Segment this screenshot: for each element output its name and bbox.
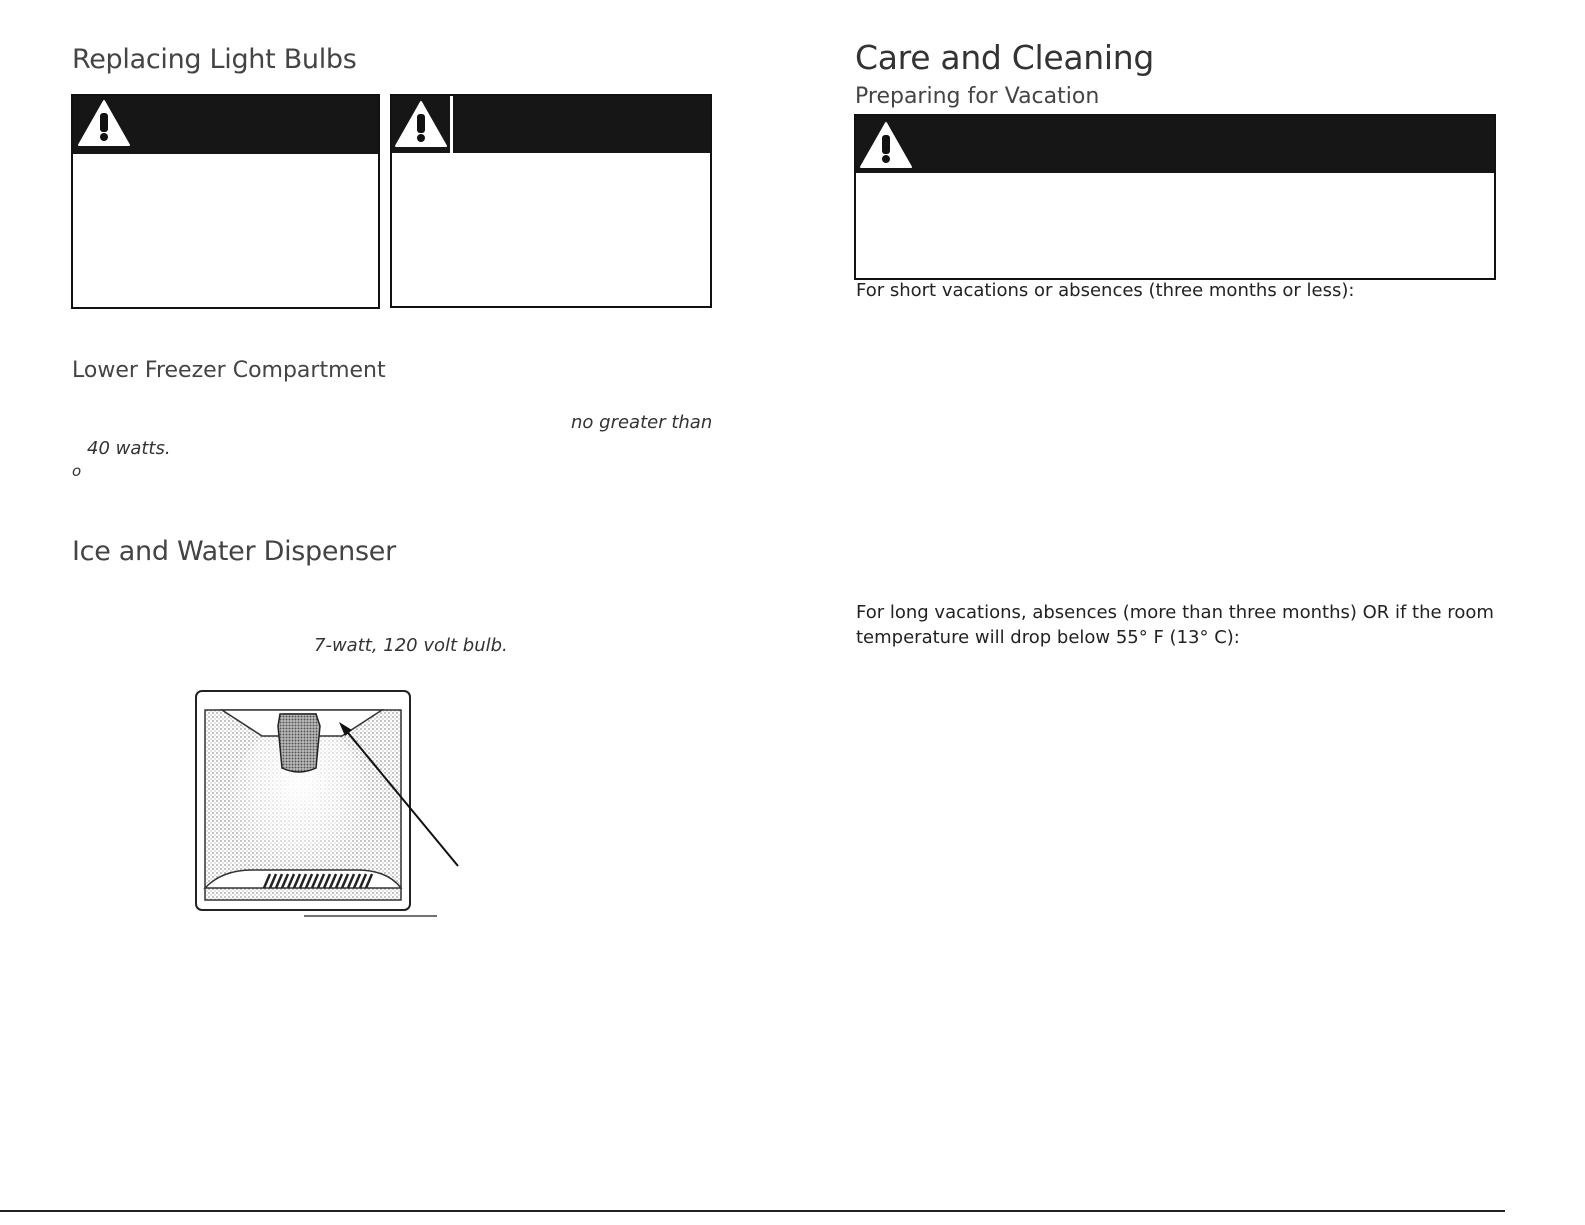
long-vacation-heading-line2: temperature will drop below 55° F (13° C):: [856, 627, 1240, 648]
wattage-note-line1: no greater than: [571, 412, 713, 433]
warning-triangle-icon: [859, 120, 913, 174]
degree-mark: o: [72, 462, 82, 480]
warning-header-bar: [856, 116, 1494, 173]
section-heading-vacation: Preparing for Vacation: [855, 84, 1100, 109]
section-heading-lower-freezer: Lower Freezer Compartment: [72, 358, 386, 383]
warning-box-1: [71, 94, 380, 309]
warning-box-2: [390, 94, 712, 308]
warning-divider: [450, 96, 453, 153]
section-heading-dispenser: Ice and Water Dispenser: [72, 536, 396, 567]
wattage-note-line2: 40 watts.: [87, 438, 171, 459]
page-title-replacing-bulbs: Replacing Light Bulbs: [72, 44, 357, 75]
bulb-spec-text: 7-watt, 120 volt bulb.: [314, 635, 508, 656]
warning-triangle-icon: [77, 98, 131, 152]
warning-triangle-icon: [394, 99, 448, 153]
short-vacation-heading: For short vacations or absences (three months or less):: [856, 280, 1355, 301]
page-title-care-cleaning: Care and Cleaning: [855, 38, 1155, 77]
long-vacation-heading-line1: For long vacations, absences (more than three months) OR if the room: [856, 602, 1494, 623]
page-bottom-rule: [0, 1210, 1505, 1212]
dispenser-light-illustration: [192, 688, 472, 928]
warning-box-vacation: [854, 114, 1496, 280]
